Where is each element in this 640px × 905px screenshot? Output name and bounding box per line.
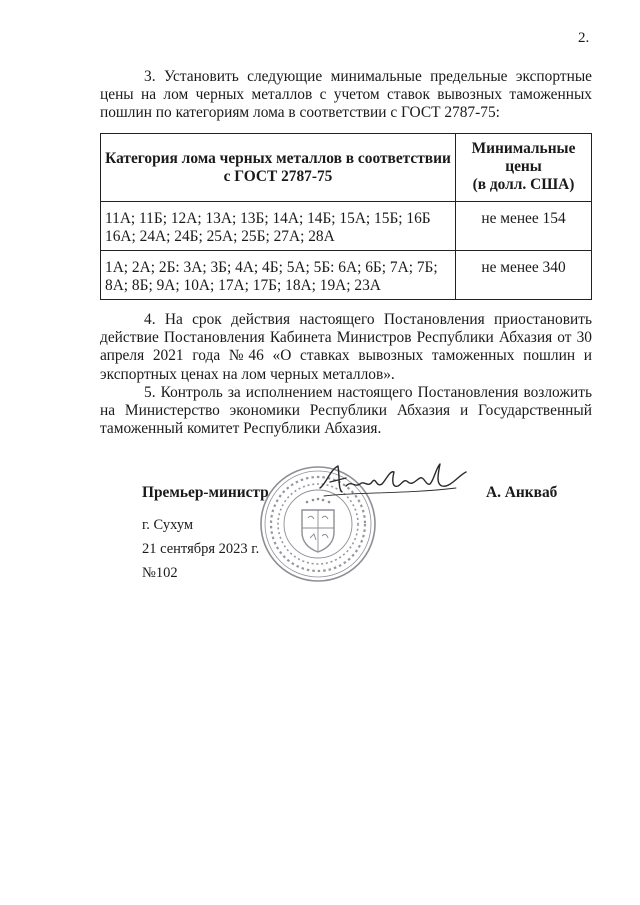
paragraph-5: 5. Контроль за исполнением настоящего Постановления возложить на Министерство экономики Республики Абхазия и Государственный таможенный комитет Республики Абхазия. [100, 384, 592, 438]
signatory-name: А. Анкваб [486, 484, 558, 501]
document-number: №102 [142, 565, 178, 581]
table-header-row [101, 134, 592, 202]
signatory-role: Премьер-министр [142, 484, 269, 501]
header-price-title: Минимальные цены [471, 140, 576, 175]
handwritten-signature-icon [316, 458, 470, 502]
export-price-table [100, 133, 592, 300]
row-1-price: не менее 154 [456, 202, 592, 251]
issue-city: г. Сухум [142, 517, 194, 533]
row-2-price: не менее 340 [456, 251, 592, 300]
issue-date: 21 сентября 2023 г. [142, 541, 260, 557]
page-number: 2. [578, 30, 590, 46]
paragraph-3: 3. Установить следующие минимальные предельные экспортные цены на лом черных металлов с учетом ставок вывозных таможенных пошлин по категориям лома в соответствии с ГОСТ 2787-75: [100, 68, 592, 122]
table-row [101, 251, 592, 300]
header-price-unit: (в долл. США) [472, 176, 575, 193]
header-category: Категория лома черных металлов в соответствии с ГОСТ 2787-75 [101, 134, 456, 202]
header-price [456, 134, 592, 202]
paragraph-4: 4. На срок действия настоящего Постановления приостановить действие Постановления Кабинета Министров Республики Абхазия от 30 апреля 2021 года №46 «О ставках вывозных таможенных пошлин и экспортных ценах на лом черных металлов». [100, 311, 592, 383]
row-2-categories: 1А; 2А; 2Б: 3А; 3Б; 4А; 4Б; 5А; 5Б: 6А; 6Б; 7А; 7Б; 8А; 8Б; 9А; 10А; 17А; 17Б; 18А; 19А; 23А [101, 251, 456, 300]
row-1-categories: 11А; 11Б; 12А; 13А; 13Б; 14А; 14Б; 15А; 15Б; 16Б 16А; 24А; 24Б; 25А; 25Б; 27А; 28А [101, 202, 456, 251]
table-row [101, 202, 592, 251]
